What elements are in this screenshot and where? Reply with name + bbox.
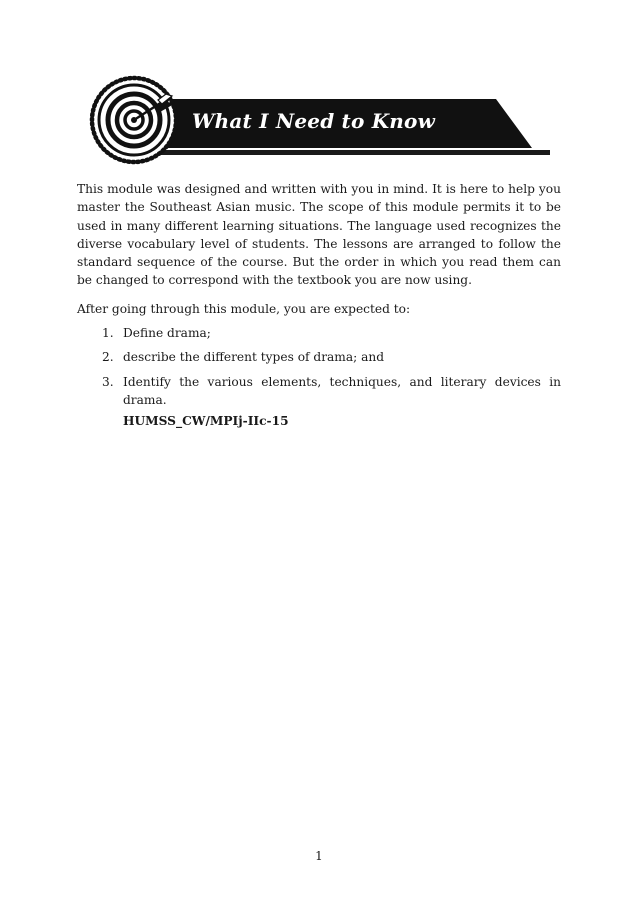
page-number: 1 (315, 849, 323, 863)
objectives-list (77, 324, 561, 430)
intro-paragraph: This module was designed and written with you in mind. It is here to help you master the Southeast Asian music. The scope of this module permits it to be used in many different learning situations. The language used recognizes the diverse vocabulary level of students. The lessons are arranged to follow the standard sequence of the course. But the order in which you read them can be changed to correspond with the textbook you are now using. (77, 182, 561, 288)
objective-text: Define drama; (123, 326, 211, 341)
objective-number: 1. (102, 326, 114, 341)
objective-text: describe the different types of drama; and (123, 350, 385, 365)
section-title: What I Need to Know (192, 109, 435, 133)
objective-item (77, 324, 561, 342)
banner-underline (158, 150, 550, 155)
objective-item (77, 348, 561, 366)
target-dart-icon (92, 78, 176, 162)
objective-number: 2. (102, 350, 114, 365)
objective-item (77, 373, 561, 431)
objective-number: 3. (102, 374, 114, 389)
competency-code: HUMSS_CW/MPIj-IIc-15 (123, 414, 289, 429)
section-header (88, 72, 552, 168)
module-content (77, 180, 561, 437)
objective-text: Identify the various elements, techniques, and literary devices in drama. (123, 374, 561, 407)
objectives-lead: After going through this module, you are expected to: (77, 301, 411, 316)
